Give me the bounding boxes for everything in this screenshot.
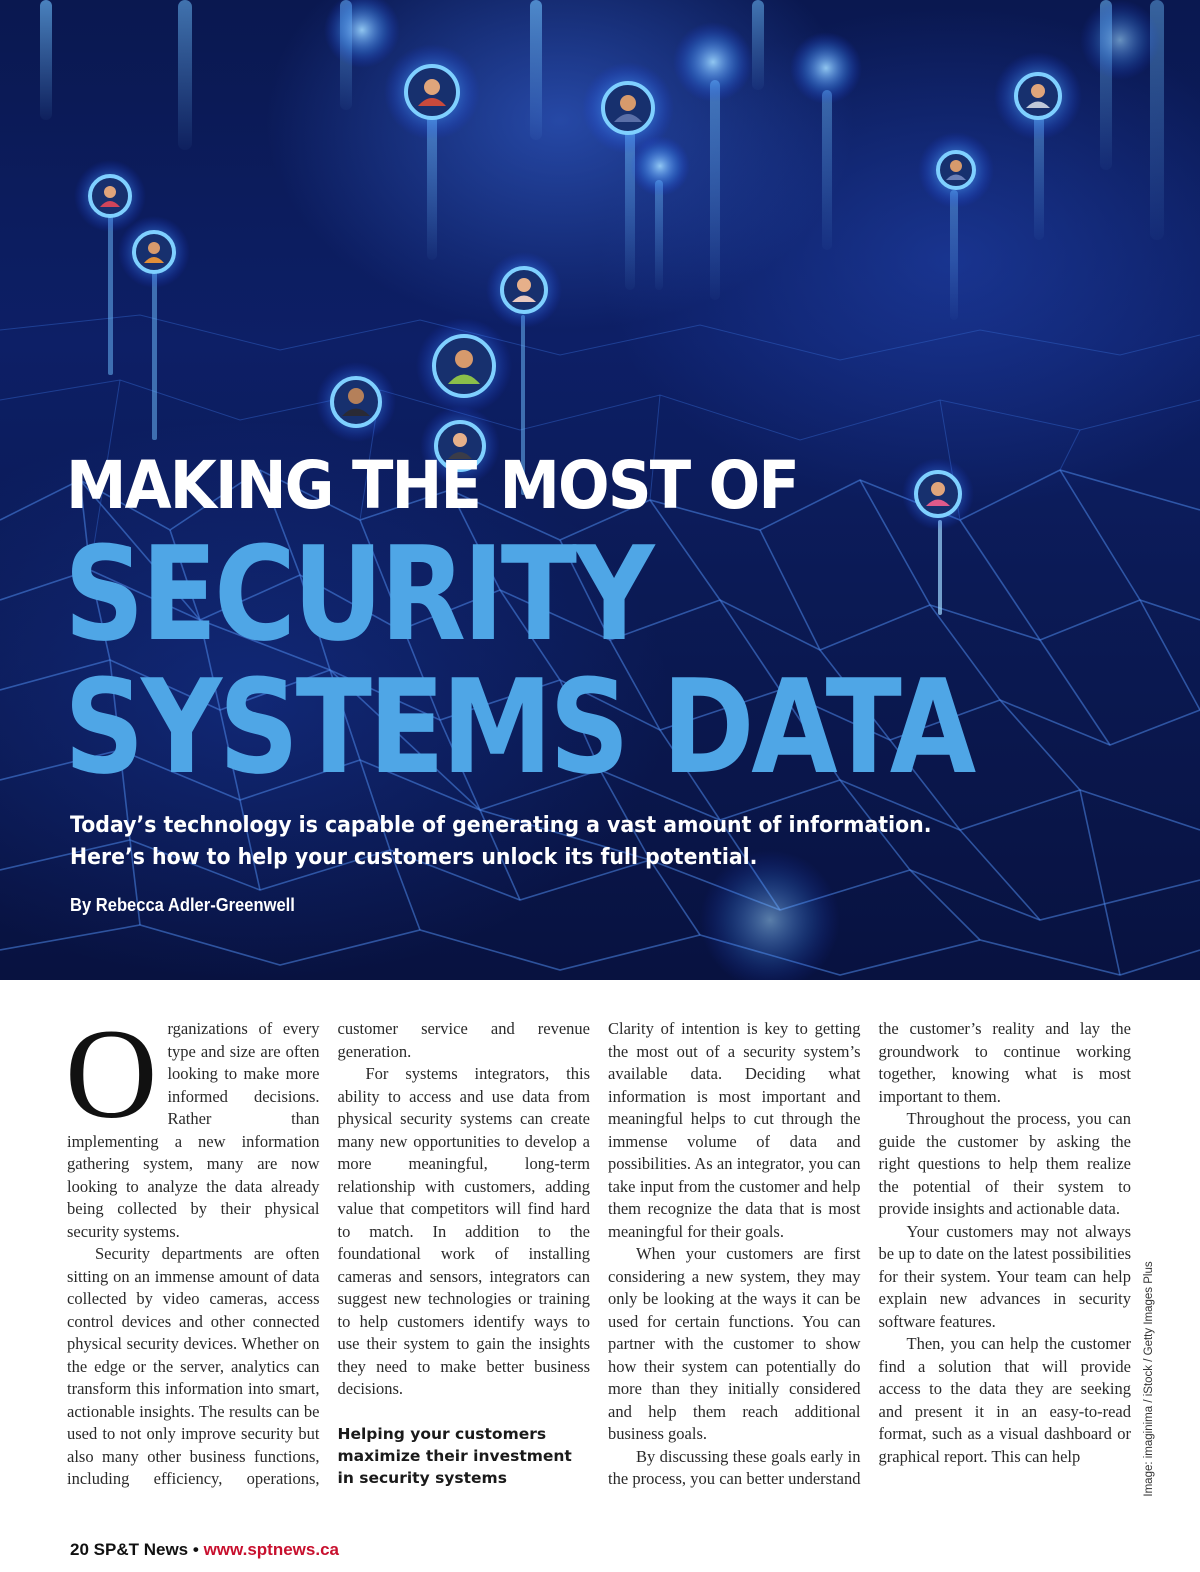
article-paragraph-4: Clarity of intention is key to getting the most out of a security system’s available data. Deciding what information is most important and meaningful helps to cut through the immense volume of data and possibilities. As an integrator, you can take input from the customer and help them recognize the data that is most meaningful for their goals. (608, 1019, 861, 1241)
article-paragraph-2: Security departments are often sitting on an immense amount of data collected by video cameras, access control devices and other connected physical security devices. Whether on the edge or the server, analytics can transform this information into smart, actionable insights. The results can be used to not only improve security but also many other business functions, including efficiency, operations, customer service and revenue generation. (67, 1019, 590, 1488)
headline (64, 518, 973, 803)
article-paragraph-7: Throughout the process, you can guide the customer by asking the right questions to help them realize the potential of their system to provide insights and actionable data. (878, 1109, 1131, 1218)
deck-line-1: Today’s technology is capable of generating a vast amount of information. (70, 813, 932, 838)
image-credit-text: Image: imaginima / iStock / Getty Images Plus (1143, 1261, 1155, 1497)
article-paragraph-1 (65, 1003, 320, 1243)
byline: By Rebecca Adler-Greenwell (70, 895, 295, 915)
article-paragraph-6: By discussing these goals early in the process, you can better understand the customer’s reality and lay the groundwork to continue working together, knowing what is most important to them. (608, 1019, 1131, 1488)
article-paragraph-8: Your customers may not always be up to date on the latest possibilities for their system. Your team can help explain new advances in security software features. (878, 1221, 1131, 1331)
page-number: 20 (70, 1540, 89, 1559)
article-paragraph-3: For systems integrators, this ability to access and use data from physical security systems can create many new opportunities to develop a more meaningful, long-term relationship with customers, adding value that competitors will find hard to match. In addition to the foundational work of installing cameras and sensors, integrators can suggest new technologies or training to help customers identify ways to use their system to gain the insights they need to make better business decisions. (337, 1064, 590, 1398)
article-paragraph-5: When your customers are first considering a new system, they may only be looking at the ways it can be used for certain functions. You can partner with the customer to show how their system can potentially do more than they initially considered and help them reach additional business goals. (608, 1244, 861, 1443)
deck (70, 810, 932, 874)
page-footer (70, 1540, 339, 1560)
article-paragraph-9: Then, you can help the customer find a solution that will provide access to the data they are seeking and present it in an easy-to-read format, such as a visual dashboard or graphical report. This can help (878, 1334, 1131, 1466)
subhead: Helping your customers maximize their investment in security systems (337, 1424, 572, 1487)
image-credit (1138, 1256, 1160, 1502)
deck-line-2: Here’s how to help your customers unlock its full potential. (70, 845, 758, 870)
paragraph-1-text: rganizations of every type and size are often looking to make more informed decisions. Rather than implementing a new information gathering system, many are now looking to analyze the data already being collected by their physical security systems. (67, 1019, 320, 1241)
headline-line-1: SECURITY (64, 518, 652, 670)
drop-cap: O (65, 1003, 158, 1145)
website-link[interactable]: www.sptnews.ca (203, 1540, 339, 1559)
headline-line-2: SYSTEMS DATA (64, 651, 973, 803)
publication-name: SP&T News (93, 1540, 189, 1559)
headline-kicker: MAKING THE MOST OF (66, 447, 799, 524)
article-body (65, 1003, 1131, 1498)
footer-separator: • (192, 1540, 199, 1559)
